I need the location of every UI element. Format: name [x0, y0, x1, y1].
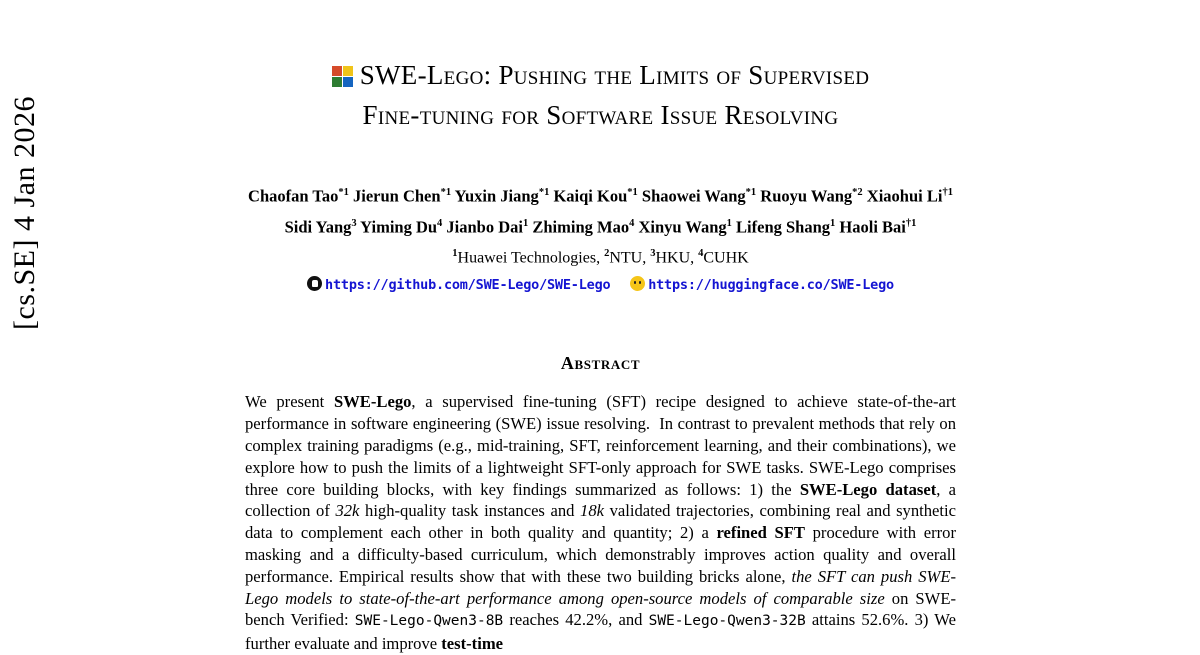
huggingface-link-group[interactable] — [630, 277, 894, 293]
abstract-text: We present SWE-Lego, a supervised fine-tuning (SFT) recipe designed to achieve state-of-the-art performance in software engineering (SWE) issue resolving. In contrast to prevalent methods that rely on complex training paradigms (e.g., mid-training, SFT, reinforcement learning, and their combinations), we explore how to push the limits of a lightweight SFT-only approach for SWE tasks. SWE-Lego comprises three core building blocks, with key findings summarized as follows: 1) the SWE-Lego dataset, a collection of 32k high-quality task instances and 18k validated trajectories, combining real and synthetic data to complement each other in both quality and quantity; 2) a refined SFT procedure with error masking and a difficulty-based curriculum, which demonstrably improves action quality and overall performance. Empirical results show that with these two building bricks alone, the SFT can push SWE-Lego models to state-of-the-art performance among open-source models of comparable size on SWE-bench Verified: SWE-Lego-Qwen3-8B reaches 42.2%, and SWE-Lego-Qwen3-32B attains 52.6%. 3) We further evaluate and improve test-time — [245, 392, 957, 654]
title-line-2: Fine-tuning for Software Issue Resolving — [362, 100, 839, 130]
paper-content — [243, 0, 958, 655]
github-link[interactable]: https://github.com/SWE-Lego/SWE-Lego — [325, 277, 611, 294]
page-title — [243, 55, 958, 135]
huggingface-icon — [630, 276, 645, 291]
title-line-1: SWE-Lego: Pushing the Limits of Supervised — [359, 60, 870, 90]
affiliations: $^1$Huawei Technologies, $^2$NTU, $^3$HKU, $^4$CUHK — [452, 248, 749, 267]
arxiv-stamp: [cs.SE] 4 Jan 2026 — [8, 96, 41, 330]
abstract-heading: Abstract — [560, 353, 641, 374]
github-icon — [307, 276, 322, 291]
author-line-1: Chaofan Tao$^{*1}$ Jierun Chen$^{*1}$ Yuxin Jiang$^{*1}$ Kaiqi Kou$^{*1}$ Shaowei Wang$^{*1}$ Ruoyu Wang$^{*2}$ Xiaohui Li$^{\dagger 1}$ — [248, 186, 953, 206]
github-link-group[interactable] — [307, 277, 614, 293]
author-line-2: Sidi Yang$^3$ Yiming Du$^4$ Jianbo Dai$^1$ Zhiming Mao$^4$ Xinyu Wang$^1$ Lifeng Shang$^1$ Haoli Bai$^{\dagger 1}$ — [284, 217, 917, 236]
huggingface-link[interactable]: https://huggingface.co/SWE-Lego — [648, 277, 894, 294]
author-list — [243, 179, 958, 296]
resource-links — [243, 274, 958, 296]
lego-blocks-icon — [332, 66, 353, 87]
